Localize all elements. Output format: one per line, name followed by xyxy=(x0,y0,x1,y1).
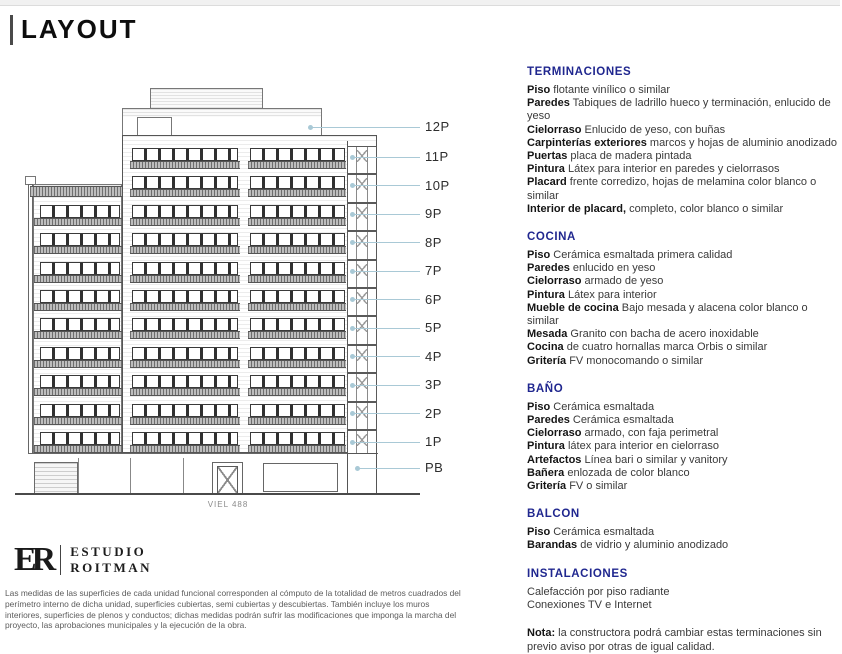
legal-disclaimer: Las medidas de las superficies de cada unidad funcional corresponden al cómputo de la totalidad de metros cuadrados del perímetro interno de dicha unidad, superficies cubiertas, semi cubiertas y descubiertas. También incluye los muros interiores, superficies de plenos y conductos; dichas medidas podrán sufrir las modificaciones que imponga la marcha del proyecto, las aprobaciones municipales y la ejecución de la obra. xyxy=(5,588,461,631)
spec-list xyxy=(527,526,842,552)
spec-item: Mesada Granito con bacha de acero inoxidable xyxy=(527,328,759,341)
spec-section-title: BALCON xyxy=(527,508,580,521)
spec-item: Pintura Látex para interior xyxy=(527,288,657,301)
floor-label-5p: 5P xyxy=(425,320,442,335)
spec-item-term: Puertas xyxy=(527,150,568,163)
spec-item: Paredes Tabiques de ladrillo hueco y terminación, enlucido de yeso xyxy=(527,97,831,123)
spec-section-title: INSTALACIONES xyxy=(527,567,628,580)
spec-list xyxy=(527,249,842,368)
spec-item: Carpinterías exteriores marcos y hojas de aluminio anodizado xyxy=(527,136,838,149)
leader-dot xyxy=(350,269,355,274)
leader-dot xyxy=(308,125,313,130)
spec-item-term: Gritería xyxy=(527,354,567,367)
spec-item: Paredes enlucido en yeso xyxy=(527,262,656,275)
studio-logo xyxy=(14,543,152,577)
spec-item: Bañera enlozada de color blanco xyxy=(527,466,690,479)
floor-label-12p: 12P xyxy=(425,119,450,134)
spec-item-term: Artefactos xyxy=(527,453,582,466)
leader-line xyxy=(352,328,420,329)
spec-item: Cielorraso armado de yeso xyxy=(527,275,664,288)
spec-list xyxy=(527,401,842,493)
spec-list xyxy=(527,84,842,216)
floor-label-6p: 6P xyxy=(425,291,442,307)
leader-dot xyxy=(350,411,355,416)
spec-item-term: Pintura xyxy=(527,440,565,453)
spec-item: Puertas placa de madera pintada xyxy=(527,150,692,163)
spec-section-baño xyxy=(527,383,842,493)
spec-item-term: Placard xyxy=(527,176,567,189)
spec-item-term: Cocina xyxy=(527,341,564,354)
spec-item-term: Carpinterías exteriores xyxy=(527,136,647,149)
floor-label-11p: 11P xyxy=(425,149,449,164)
leader-dot xyxy=(355,466,360,471)
spec-section-title: COCINA xyxy=(527,231,576,244)
leader-line xyxy=(352,385,420,386)
leader-line xyxy=(352,271,420,272)
spec-item-term: Paredes xyxy=(527,262,570,275)
leader-dot xyxy=(350,440,355,445)
leader-dot xyxy=(350,183,355,188)
leader-dot xyxy=(350,326,355,331)
floor-label-3p: 3P xyxy=(425,377,442,392)
spec-item: Mueble de cocina Bajo mesada y alacena color blanco o similar xyxy=(527,301,808,328)
spec-item-term: Cielorraso xyxy=(527,123,582,136)
specifications-column xyxy=(527,66,842,654)
spec-item: Pintura Látex para interior en paredes y cielorrasos xyxy=(527,163,780,176)
spec-item: Piso Cerámica esmaltada xyxy=(527,400,655,413)
floor-label-9p: 9P xyxy=(425,206,442,221)
spec-item-term: Piso xyxy=(527,84,551,96)
page-title: LAYOUT xyxy=(21,14,138,44)
leader-line xyxy=(357,468,420,469)
note-text: la constructora podrá cambiar estas terminaciones sin previo aviso por otras de igual calidad. xyxy=(527,627,822,653)
spec-item-term: Bañera xyxy=(527,466,565,479)
spec-item: Piso Cerámica esmaltada primera calidad xyxy=(527,249,733,262)
leader-dot xyxy=(350,354,355,359)
spec-item-term: Pintura xyxy=(527,163,565,176)
spec-item-term: Mueble de cocina xyxy=(527,301,619,314)
floor-label-pb: PB xyxy=(425,460,444,475)
spec-section-title: BAÑO xyxy=(527,382,564,395)
spec-item-term: Piso xyxy=(527,400,551,413)
spec-item-term: Interior de placard, xyxy=(527,202,627,215)
logo-monogram: ER xyxy=(14,541,52,578)
spec-item: Cielorraso armado, con faja perimetral xyxy=(527,427,719,440)
spec-list xyxy=(527,586,842,612)
spec-item-term: Piso xyxy=(527,249,551,262)
leader-dot xyxy=(350,155,355,160)
leader-line xyxy=(352,442,420,443)
leader-line xyxy=(352,299,420,300)
leader-line xyxy=(352,157,420,158)
leader-dot xyxy=(350,383,355,388)
floor-label-1p: 1P xyxy=(425,434,442,449)
leader-dot xyxy=(350,297,355,302)
leader-line xyxy=(310,127,420,128)
floor-label-7p: 7P xyxy=(425,263,442,278)
spec-item: Cocina de cuatro hornallas marca Orbis o similar xyxy=(527,341,768,354)
floor-label-8p: 8P xyxy=(425,234,442,250)
spec-section-title: TERMINACIONES xyxy=(527,66,632,78)
spec-item: Barandas de vidrio y aluminio anodizado xyxy=(527,539,729,552)
spec-item: Cielorraso Enlucido de yeso, con buñas xyxy=(527,123,726,136)
spec-section-cocina xyxy=(527,231,842,368)
spec-item: Pintura látex para interior en cielorraso xyxy=(527,440,719,453)
leader-dot xyxy=(350,212,355,217)
logo-line1: ESTUDIO xyxy=(70,544,147,560)
spec-item-term: Paredes xyxy=(527,97,570,110)
spec-item-term: Gritería xyxy=(527,480,567,493)
note-term: Nota: xyxy=(527,627,556,640)
spec-item-term: Pintura xyxy=(527,288,565,301)
spec-item: Calefacción por piso radiante xyxy=(527,585,670,598)
spec-section-balcon xyxy=(527,508,842,552)
spec-item-term: Cielorraso xyxy=(527,275,582,288)
leader-line xyxy=(352,413,420,414)
spec-item: Gritería FV o similar xyxy=(527,480,628,493)
spec-item: Paredes Cerámica esmaltada xyxy=(527,414,674,427)
spec-item-term: Barandas xyxy=(527,539,578,552)
spec-item: Interior de placard, completo, color blanco o similar xyxy=(527,202,784,215)
leader-line xyxy=(352,242,420,243)
note xyxy=(527,627,839,654)
spec-item-term: Piso xyxy=(527,526,551,539)
spec-item: Artefactos Línea bari o similar y vanitory xyxy=(527,453,728,466)
leader-dot xyxy=(350,240,355,245)
leader-line xyxy=(352,185,420,186)
spec-item-term: Mesada xyxy=(527,328,568,341)
leader-line xyxy=(352,214,420,215)
leader-line xyxy=(352,356,420,357)
spec-section-instalaciones xyxy=(527,568,842,612)
spec-item: Piso flotante vinílico o similar xyxy=(527,84,671,96)
spec-item: Piso Cerámica esmaltada xyxy=(527,526,655,539)
floor-label-2p: 2P xyxy=(425,405,442,421)
logo-divider xyxy=(60,545,61,575)
spec-item: Conexiones TV e Internet xyxy=(527,598,652,611)
spec-item: Gritería FV monocomando o similar xyxy=(527,354,704,367)
logo-line2: ROITMAN xyxy=(70,560,153,575)
spec-item: Placard frente corredizo, hojas de melamina color blanco o similar xyxy=(527,176,817,202)
spec-section-terminaciones xyxy=(527,66,842,216)
floor-label-4p: 4P xyxy=(425,348,442,364)
spec-item-term: Cielorraso xyxy=(527,427,582,440)
spec-item-term: Paredes xyxy=(527,414,570,427)
street-label: VIEL 488 xyxy=(207,500,249,509)
floor-label-10p: 10P xyxy=(425,177,450,193)
logo-text xyxy=(70,544,152,575)
